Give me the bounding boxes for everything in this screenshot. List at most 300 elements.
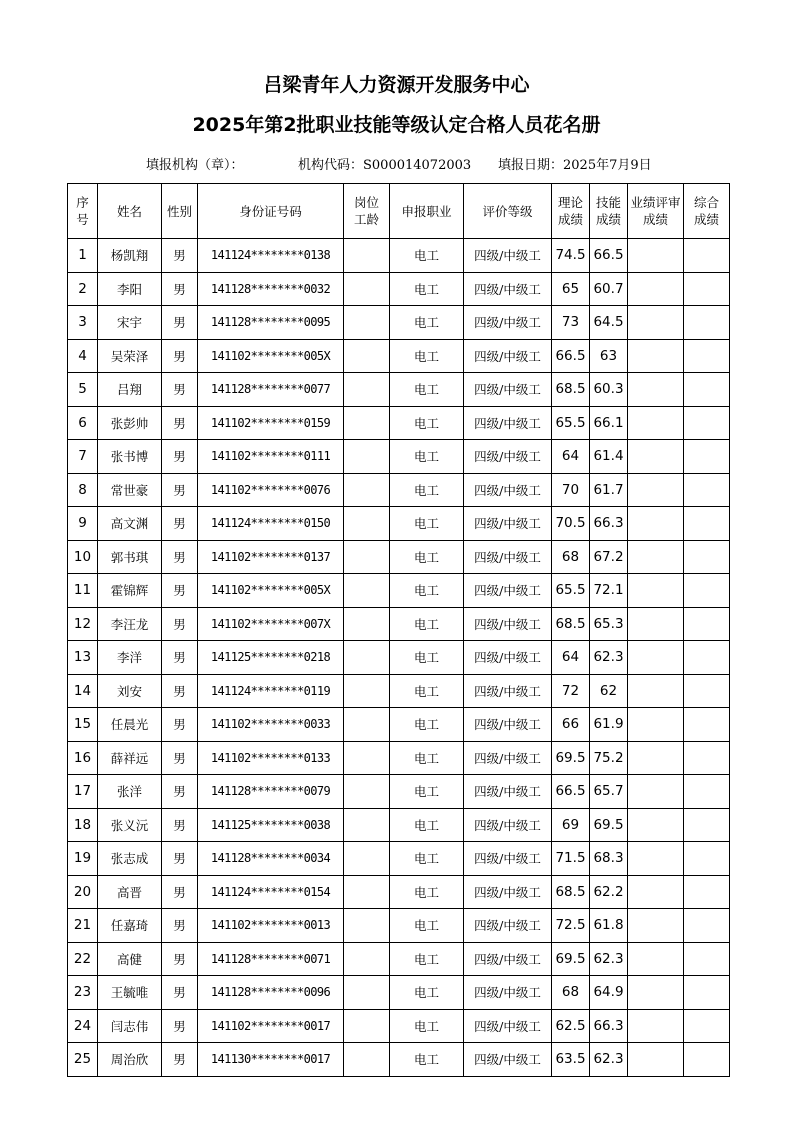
col-header-no: 序号 [68, 184, 98, 239]
cell-name: 任嘉琦 [98, 909, 162, 943]
cell-total [684, 406, 730, 440]
cell-total [684, 239, 730, 273]
cell-total [684, 507, 730, 541]
cell-level: 四级/中级工 [464, 306, 552, 340]
table-row [68, 306, 730, 340]
cell-name: 高晋 [98, 875, 162, 909]
cell-name: 王毓唯 [98, 976, 162, 1010]
cell-name: 任晨光 [98, 708, 162, 742]
cell-skill: 65.7 [590, 775, 628, 809]
cell-gender: 男 [162, 875, 198, 909]
cell-name: 吴荣泽 [98, 339, 162, 373]
cell-name: 闫志伟 [98, 1009, 162, 1043]
cell-total [684, 1043, 730, 1077]
cell-seniority [344, 306, 390, 340]
cell-skill: 61.4 [590, 440, 628, 474]
cell-no: 10 [68, 540, 98, 574]
cell-no: 23 [68, 976, 98, 1010]
cell-level: 四级/中级工 [464, 406, 552, 440]
cell-id: 141124********0154 [198, 875, 344, 909]
cell-id: 141128********0079 [198, 775, 344, 809]
cell-perf [628, 875, 684, 909]
cell-theory: 68.5 [552, 875, 590, 909]
cell-id: 141102********0159 [198, 406, 344, 440]
cell-job: 电工 [390, 674, 464, 708]
cell-id: 141102********0111 [198, 440, 344, 474]
cell-level: 四级/中级工 [464, 942, 552, 976]
cell-job: 电工 [390, 306, 464, 340]
table-row [68, 540, 730, 574]
cell-id: 141125********0038 [198, 808, 344, 842]
cell-skill: 60.3 [590, 373, 628, 407]
cell-gender: 男 [162, 440, 198, 474]
cell-name: 宋宇 [98, 306, 162, 340]
header-row [68, 184, 730, 239]
cell-id: 141124********0119 [198, 674, 344, 708]
cell-skill: 61.9 [590, 708, 628, 742]
cell-name: 高健 [98, 942, 162, 976]
cell-name: 周治欣 [98, 1043, 162, 1077]
cell-perf [628, 574, 684, 608]
table-row [68, 775, 730, 809]
cell-gender: 男 [162, 1009, 198, 1043]
table-row [68, 574, 730, 608]
cell-level: 四级/中级工 [464, 1009, 552, 1043]
cell-job: 电工 [390, 909, 464, 943]
cell-gender: 男 [162, 976, 198, 1010]
cell-theory: 72.5 [552, 909, 590, 943]
cell-name: 李阳 [98, 272, 162, 306]
cell-seniority [344, 473, 390, 507]
cell-gender: 男 [162, 674, 198, 708]
cell-total [684, 674, 730, 708]
cell-no: 4 [68, 339, 98, 373]
cell-skill: 62 [590, 674, 628, 708]
cell-total [684, 775, 730, 809]
cell-name: 李汪龙 [98, 607, 162, 641]
cell-theory: 68 [552, 540, 590, 574]
cell-id: 141102********007X [198, 607, 344, 641]
cell-theory: 64 [552, 440, 590, 474]
cell-name: 常世豪 [98, 473, 162, 507]
cell-gender: 男 [162, 306, 198, 340]
cell-theory: 69.5 [552, 741, 590, 775]
cell-level: 四级/中级工 [464, 708, 552, 742]
cell-seniority [344, 808, 390, 842]
cell-gender: 男 [162, 909, 198, 943]
cell-theory: 71.5 [552, 842, 590, 876]
cell-skill: 65.3 [590, 607, 628, 641]
cell-total [684, 339, 730, 373]
table-row [68, 641, 730, 675]
cell-no: 12 [68, 607, 98, 641]
cell-total [684, 272, 730, 306]
cell-skill: 68.3 [590, 842, 628, 876]
cell-no: 15 [68, 708, 98, 742]
cell-skill: 62.2 [590, 875, 628, 909]
cell-no: 16 [68, 741, 98, 775]
cell-job: 电工 [390, 741, 464, 775]
cell-gender: 男 [162, 1043, 198, 1077]
cell-level: 四级/中级工 [464, 373, 552, 407]
cell-job: 电工 [390, 942, 464, 976]
cell-no: 9 [68, 507, 98, 541]
cell-seniority [344, 1009, 390, 1043]
cell-name: 霍锦辉 [98, 574, 162, 608]
cell-id: 141102********0013 [198, 909, 344, 943]
cell-skill: 63 [590, 339, 628, 373]
cell-gender: 男 [162, 942, 198, 976]
cell-id: 141102********0133 [198, 741, 344, 775]
cell-seniority [344, 1043, 390, 1077]
table-row [68, 708, 730, 742]
cell-seniority [344, 775, 390, 809]
cell-skill: 66.3 [590, 507, 628, 541]
cell-theory: 72 [552, 674, 590, 708]
cell-id: 141124********0150 [198, 507, 344, 541]
cell-id: 141102********005X [198, 574, 344, 608]
cell-id: 141128********0077 [198, 373, 344, 407]
col-header-total: 综合成绩 [684, 184, 730, 239]
cell-job: 电工 [390, 607, 464, 641]
cell-level: 四级/中级工 [464, 239, 552, 273]
cell-id: 141128********0096 [198, 976, 344, 1010]
cell-gender: 男 [162, 339, 198, 373]
cell-job: 电工 [390, 507, 464, 541]
cell-name: 高文渊 [98, 507, 162, 541]
cell-seniority [344, 909, 390, 943]
cell-total [684, 976, 730, 1010]
cell-gender: 男 [162, 808, 198, 842]
cell-gender: 男 [162, 708, 198, 742]
cell-no: 17 [68, 775, 98, 809]
cell-no: 2 [68, 272, 98, 306]
cell-perf [628, 239, 684, 273]
cell-seniority [344, 406, 390, 440]
table-row [68, 473, 730, 507]
col-header-perf: 业绩评审成绩 [628, 184, 684, 239]
cell-perf [628, 272, 684, 306]
cell-no: 13 [68, 641, 98, 675]
org-title: 吕梁青年人力资源开发服务中心 [263, 74, 530, 96]
cell-level: 四级/中级工 [464, 540, 552, 574]
cell-theory: 63.5 [552, 1043, 590, 1077]
cell-id: 141102********005X [198, 339, 344, 373]
cell-theory: 74.5 [552, 239, 590, 273]
cell-skill: 61.8 [590, 909, 628, 943]
cell-name: 张义沅 [98, 808, 162, 842]
cell-skill: 69.5 [590, 808, 628, 842]
cell-seniority [344, 842, 390, 876]
cell-skill: 62.3 [590, 942, 628, 976]
cell-total [684, 808, 730, 842]
cell-seniority [344, 976, 390, 1010]
table-row [68, 607, 730, 641]
col-header-job: 申报职业 [390, 184, 464, 239]
cell-gender: 男 [162, 473, 198, 507]
cell-job: 电工 [390, 875, 464, 909]
col-header-gender: 性别 [162, 184, 198, 239]
col-header-name: 姓名 [98, 184, 162, 239]
cell-no: 24 [68, 1009, 98, 1043]
cell-no: 14 [68, 674, 98, 708]
cell-seniority [344, 574, 390, 608]
cell-theory: 68 [552, 976, 590, 1010]
cell-id: 141128********0032 [198, 272, 344, 306]
cell-seniority [344, 942, 390, 976]
cell-no: 20 [68, 875, 98, 909]
cell-level: 四级/中级工 [464, 574, 552, 608]
fill-date: 填报日期：2025年7月9日 [498, 158, 652, 173]
cell-total [684, 909, 730, 943]
cell-total [684, 373, 730, 407]
cell-name: 薛祥远 [98, 741, 162, 775]
cell-name: 刘安 [98, 674, 162, 708]
cell-job: 电工 [390, 775, 464, 809]
table-row [68, 942, 730, 976]
cell-name: 张书博 [98, 440, 162, 474]
cell-job: 电工 [390, 239, 464, 273]
cell-perf [628, 741, 684, 775]
cell-gender: 男 [162, 272, 198, 306]
cell-perf [628, 909, 684, 943]
cell-perf [628, 306, 684, 340]
cell-gender: 男 [162, 239, 198, 273]
cell-total [684, 1009, 730, 1043]
cell-gender: 男 [162, 741, 198, 775]
cell-total [684, 741, 730, 775]
cell-no: 6 [68, 406, 98, 440]
cell-skill: 67.2 [590, 540, 628, 574]
table-row [68, 1043, 730, 1077]
cell-perf [628, 440, 684, 474]
cell-level: 四级/中级工 [464, 607, 552, 641]
cell-level: 四级/中级工 [464, 507, 552, 541]
col-header-theory: 理论成绩 [552, 184, 590, 239]
cell-theory: 66.5 [552, 339, 590, 373]
cell-theory: 70 [552, 473, 590, 507]
cell-perf [628, 406, 684, 440]
cell-theory: 69 [552, 808, 590, 842]
cell-seniority [344, 507, 390, 541]
cell-level: 四级/中级工 [464, 272, 552, 306]
col-header-id: 身份证号码 [198, 184, 344, 239]
cell-perf [628, 708, 684, 742]
cell-name: 杨凯翔 [98, 239, 162, 273]
cell-seniority [344, 339, 390, 373]
cell-gender: 男 [162, 842, 198, 876]
cell-level: 四级/中级工 [464, 674, 552, 708]
cell-no: 7 [68, 440, 98, 474]
cell-perf [628, 808, 684, 842]
table-row [68, 976, 730, 1010]
cell-level: 四级/中级工 [464, 909, 552, 943]
table-row [68, 741, 730, 775]
cell-seniority [344, 540, 390, 574]
cell-no: 1 [68, 239, 98, 273]
cell-job: 电工 [390, 808, 464, 842]
cell-seniority [344, 641, 390, 675]
cell-skill: 62.3 [590, 1043, 628, 1077]
cell-seniority [344, 373, 390, 407]
cell-perf [628, 976, 684, 1010]
cell-total [684, 875, 730, 909]
cell-id: 141102********0076 [198, 473, 344, 507]
cell-perf [628, 373, 684, 407]
roster-table [67, 183, 730, 1077]
cell-level: 四级/中级工 [464, 741, 552, 775]
cell-theory: 69.5 [552, 942, 590, 976]
cell-seniority [344, 674, 390, 708]
cell-total [684, 641, 730, 675]
cell-no: 21 [68, 909, 98, 943]
cell-gender: 男 [162, 775, 198, 809]
cell-id: 141128********0071 [198, 942, 344, 976]
cell-level: 四级/中级工 [464, 976, 552, 1010]
table-row [68, 272, 730, 306]
cell-job: 电工 [390, 473, 464, 507]
cell-no: 19 [68, 842, 98, 876]
cell-seniority [344, 239, 390, 273]
cell-perf [628, 674, 684, 708]
cell-theory: 65.5 [552, 574, 590, 608]
cell-total [684, 942, 730, 976]
cell-perf [628, 1009, 684, 1043]
cell-perf [628, 775, 684, 809]
cell-skill: 60.7 [590, 272, 628, 306]
cell-theory: 68.5 [552, 373, 590, 407]
table-row [68, 406, 730, 440]
cell-total [684, 540, 730, 574]
cell-job: 电工 [390, 406, 464, 440]
cell-perf [628, 641, 684, 675]
cell-total [684, 708, 730, 742]
cell-id: 141102********0033 [198, 708, 344, 742]
cell-perf [628, 942, 684, 976]
cell-perf [628, 842, 684, 876]
cell-theory: 73 [552, 306, 590, 340]
table-row [68, 875, 730, 909]
cell-skill: 64.5 [590, 306, 628, 340]
cell-job: 电工 [390, 540, 464, 574]
cell-skill: 75.2 [590, 741, 628, 775]
cell-skill: 61.7 [590, 473, 628, 507]
cell-skill: 72.1 [590, 574, 628, 608]
cell-id: 141128********0095 [198, 306, 344, 340]
cell-no: 25 [68, 1043, 98, 1077]
table-row [68, 507, 730, 541]
cell-perf [628, 339, 684, 373]
cell-gender: 男 [162, 373, 198, 407]
cell-theory: 62.5 [552, 1009, 590, 1043]
cell-gender: 男 [162, 540, 198, 574]
table-row [68, 909, 730, 943]
cell-name: 郭书琪 [98, 540, 162, 574]
cell-level: 四级/中级工 [464, 842, 552, 876]
cell-theory: 70.5 [552, 507, 590, 541]
col-header-skill: 技能成绩 [590, 184, 628, 239]
cell-skill: 66.1 [590, 406, 628, 440]
cell-name: 吕翔 [98, 373, 162, 407]
cell-skill: 64.9 [590, 976, 628, 1010]
document-title: 2025年第2批职业技能等级认定合格人员花名册 [192, 114, 601, 136]
table-row [68, 674, 730, 708]
cell-id: 141102********0137 [198, 540, 344, 574]
cell-no: 22 [68, 942, 98, 976]
cell-level: 四级/中级工 [464, 641, 552, 675]
col-header-level: 评价等级 [464, 184, 552, 239]
cell-level: 四级/中级工 [464, 473, 552, 507]
cell-theory: 66.5 [552, 775, 590, 809]
cell-theory: 64 [552, 641, 590, 675]
cell-id: 141102********0017 [198, 1009, 344, 1043]
cell-job: 电工 [390, 440, 464, 474]
cell-id: 141128********0034 [198, 842, 344, 876]
cell-no: 3 [68, 306, 98, 340]
cell-seniority [344, 607, 390, 641]
cell-level: 四级/中级工 [464, 875, 552, 909]
cell-name: 张彭帅 [98, 406, 162, 440]
table-row [68, 842, 730, 876]
cell-level: 四级/中级工 [464, 339, 552, 373]
cell-seniority [344, 875, 390, 909]
cell-theory: 68.5 [552, 607, 590, 641]
cell-gender: 男 [162, 574, 198, 608]
cell-gender: 男 [162, 641, 198, 675]
cell-no: 5 [68, 373, 98, 407]
cell-job: 电工 [390, 708, 464, 742]
table-row [68, 808, 730, 842]
cell-gender: 男 [162, 406, 198, 440]
cell-perf [628, 607, 684, 641]
org-code: 机构代码：S000014072003 [298, 158, 472, 173]
cell-skill: 66.5 [590, 239, 628, 273]
cell-gender: 男 [162, 607, 198, 641]
cell-gender: 男 [162, 507, 198, 541]
cell-total [684, 842, 730, 876]
table-row [68, 440, 730, 474]
cell-level: 四级/中级工 [464, 1043, 552, 1077]
cell-seniority [344, 708, 390, 742]
cell-seniority [344, 272, 390, 306]
cell-seniority [344, 741, 390, 775]
cell-skill: 62.3 [590, 641, 628, 675]
cell-id: 141124********0138 [198, 239, 344, 273]
table-row [68, 373, 730, 407]
cell-total [684, 440, 730, 474]
cell-skill: 66.3 [590, 1009, 628, 1043]
cell-job: 电工 [390, 339, 464, 373]
cell-job: 电工 [390, 373, 464, 407]
cell-job: 电工 [390, 1043, 464, 1077]
cell-job: 电工 [390, 272, 464, 306]
cell-perf [628, 1043, 684, 1077]
cell-theory: 66 [552, 708, 590, 742]
cell-job: 电工 [390, 842, 464, 876]
cell-perf [628, 507, 684, 541]
cell-job: 电工 [390, 1009, 464, 1043]
cell-level: 四级/中级工 [464, 808, 552, 842]
table-row [68, 239, 730, 273]
cell-theory: 65.5 [552, 406, 590, 440]
cell-total [684, 607, 730, 641]
cell-theory: 65 [552, 272, 590, 306]
cell-level: 四级/中级工 [464, 440, 552, 474]
cell-total [684, 306, 730, 340]
cell-job: 电工 [390, 976, 464, 1010]
fill-org-label: 填报机构（章）： [146, 158, 244, 173]
cell-perf [628, 473, 684, 507]
